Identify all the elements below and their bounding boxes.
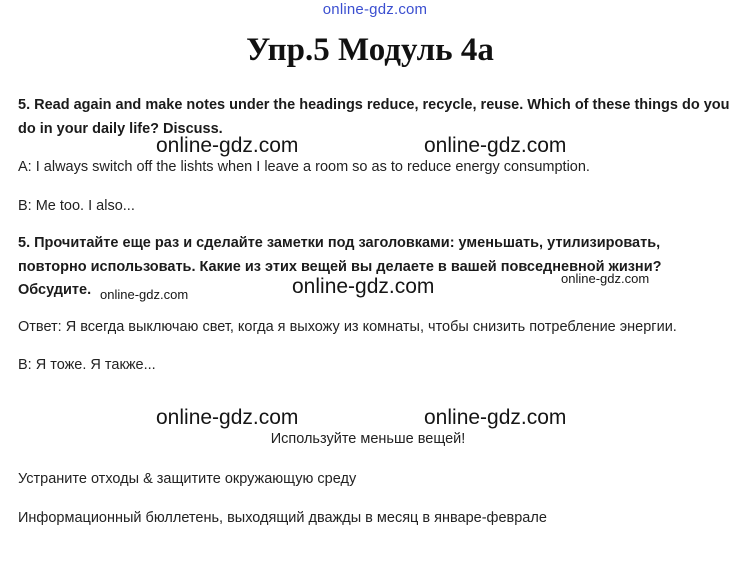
watermark: online-gdz.com — [561, 271, 650, 286]
watermark: online-gdz.com — [424, 134, 567, 157]
task-ru-line-1: 5. Прочитайте еще раз и сделайте заметки под заголовками: уменьшать, утилизировать, — [18, 235, 661, 251]
task-en-line-1: 5. Read again and make notes under the headings reduce, recycle, reuse. Which of these things do you — [18, 97, 730, 113]
site-watermark-top: online-gdz.com — [322, 1, 428, 18]
note-use-less: Используйте меньше вещей! — [270, 431, 466, 447]
dialogue-ru-a: Ответ: Я всегда выключаю свет, когда я выхожу из комнаты, чтобы снизить потребление энергии. — [18, 319, 677, 335]
task-en-line-2: do in your daily life? Discuss. — [18, 121, 223, 137]
watermark: online-gdz.com — [292, 275, 435, 298]
task-ru-line-2: повторно использовать. Какие из этих вещей вы делаете в вашей повседневной жизни? — [18, 259, 662, 275]
watermark: online-gdz.com — [424, 406, 567, 429]
note-eliminate-waste: Устраните отходы & защитите окружающую среду — [18, 471, 357, 487]
watermark: online-gdz.com — [156, 406, 299, 429]
task-ru-line-3: Обсудите. — [18, 282, 92, 298]
watermark: online-gdz.com — [156, 134, 299, 157]
dialogue-ru-b: В: Я тоже. Я также... — [18, 357, 156, 373]
dialogue-en-a: A: I always switch off the lishts when I leave a room so as to reduce energy consumption. — [18, 159, 590, 175]
note-newsletter: Информационный бюллетень, выходящий дважды в месяц в январе-феврале — [18, 510, 547, 526]
dialogue-en-b: B: Me too. I also... — [18, 198, 135, 214]
watermark: online-gdz.com — [100, 287, 189, 302]
page-title: Упр.5 Модуль 4а — [246, 32, 494, 68]
